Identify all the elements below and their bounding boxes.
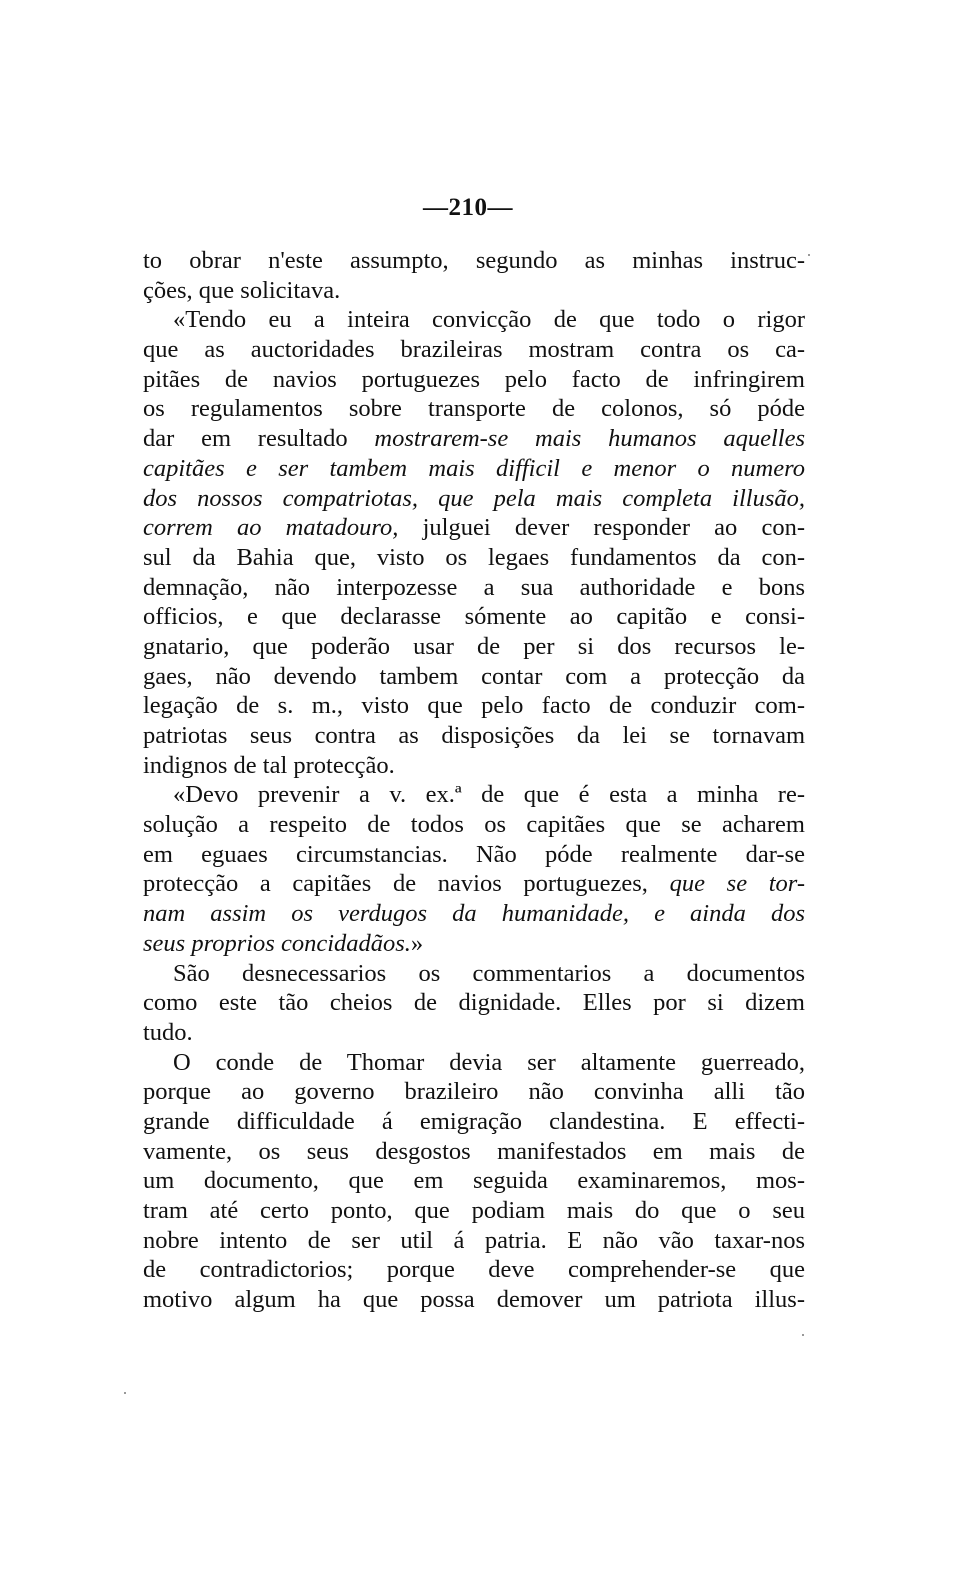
text-line: [143, 959, 805, 989]
text-run: que as auctoridades brazileiras mostram contra os ca-: [143, 336, 805, 364]
text-line: [143, 840, 805, 870]
text-run: pitães de navios portuguezes pelo facto de infringirem: [143, 365, 805, 393]
text-run: protecção a capitães de navios portuguezes,: [143, 870, 670, 898]
text-run: tudo.: [143, 1018, 193, 1046]
text-line: [143, 305, 805, 335]
scan-speck: [124, 1392, 126, 1394]
text-line: [143, 365, 805, 395]
text-run: ções, que solicitava.: [143, 276, 341, 304]
text-line: [143, 454, 805, 484]
text-run: officios, e que declarasse sómente ao capitão e consi-: [143, 603, 805, 631]
italic-text: nam assim os verdugos da humanidade, e ainda dos: [143, 900, 805, 928]
text-run: vamente, os seus desgostos manifestados em mais de: [143, 1137, 805, 1165]
text-line: [143, 691, 805, 721]
text-run: em eguaes circumstancias. Não póde realmente dar-se: [143, 840, 805, 868]
text-run: nobre intento de ser util á patria. E não vão taxar-nos: [143, 1226, 805, 1254]
text-line: [143, 869, 805, 899]
italic-text: capitães e ser tambem mais difficil e menor o numero: [143, 454, 805, 482]
text-run: São desnecessarios os commentarios a documentos: [173, 959, 805, 987]
text-line: [143, 424, 805, 454]
italic-text: que se tor-: [669, 870, 805, 898]
text-run: demnação, não interpozesse a sua authoridade e bons: [143, 573, 805, 601]
text-run: de contradictorios; porque deve comprehender-se que: [143, 1256, 805, 1284]
text-run: «Devo prevenir a v. ex.ª de que é esta a minha re-: [173, 781, 805, 809]
text-line: [143, 1196, 805, 1226]
italic-text: correm ao matadouro,: [143, 514, 399, 542]
text-run: dar em resultado: [143, 425, 375, 453]
scan-speck: [802, 1334, 804, 1336]
text-run: tram até certo ponto, que podiam mais do que o seu: [143, 1197, 805, 1224]
text-run: sul da Bahia que, visto os legaes fundamentos da con-: [143, 543, 805, 571]
text-run: um documento, que em seguida examinaremos, mos-: [143, 1167, 805, 1195]
text-run: gaes, não devendo tambem contar com a protecção da: [143, 662, 805, 690]
text-line: [143, 1018, 805, 1048]
text-line: [143, 929, 805, 959]
text-line: [143, 1166, 805, 1196]
text-line: [143, 632, 805, 662]
text-run: porque ao governo brazileiro não convinha alli tão: [143, 1078, 805, 1106]
text-run: indignos de tal protecção.: [143, 751, 395, 779]
text-line: [143, 662, 805, 692]
text-line: [143, 988, 805, 1018]
text-line: [143, 899, 805, 929]
text-line: [143, 1226, 805, 1256]
text-line: [143, 543, 805, 573]
text-line: [143, 751, 805, 781]
text-line: [143, 721, 805, 751]
text-run: motivo algum ha que possa demover um patriota illus-: [143, 1286, 805, 1314]
text-line: [143, 1137, 805, 1167]
text-run: patriotas seus contra as disposições da lei se tornavam: [143, 722, 805, 749]
body-text: [143, 246, 805, 1315]
text-line: [143, 573, 805, 603]
italic-text: seus proprios concidadãos.: [143, 929, 411, 957]
text-line: [143, 394, 805, 424]
text-run: os regulamentos sobre transporte de colonos, só póde: [143, 395, 805, 423]
text-line: [143, 810, 805, 840]
text-line: [143, 513, 805, 543]
text-run: solução a respeito de todos os capitães que se acharem: [143, 811, 805, 839]
text-line: [143, 780, 805, 810]
text-run: julguei dever responder ao con-: [398, 514, 805, 542]
text-run: como este tão cheios de dignidade. Elles por si dizem: [143, 989, 805, 1017]
text-line: [143, 1107, 805, 1137]
text-line: [143, 1285, 805, 1315]
text-line: [143, 335, 805, 365]
text-run: O conde de Thomar devia ser altamente guerreado,: [173, 1048, 805, 1076]
text-line: [143, 1255, 805, 1285]
italic-text: mostrarem-se mais humanos aquelles: [374, 425, 805, 453]
text-run: grande difficuldade á emigração clandestina. E effecti-: [143, 1107, 805, 1135]
italic-text: dos nossos compatriotas, que pela mais completa illusão,: [143, 484, 805, 512]
text-line: [143, 1077, 805, 1107]
text-run: »: [410, 929, 424, 957]
text-line: [143, 276, 805, 306]
text-line: [143, 602, 805, 632]
text-run: legação de s. m., visto que pelo facto de conduzir com-: [143, 692, 805, 720]
text-run: «Tendo eu a inteira convicção de que todo o rigor: [173, 306, 805, 334]
text-run: to obrar n'este assumpto, segundo as minhas instruc-: [143, 247, 805, 274]
text-line: [143, 484, 805, 514]
text-line: [143, 1048, 805, 1078]
scan-speck: [808, 254, 810, 256]
text-line: [143, 246, 805, 276]
page-number: —210—: [423, 194, 513, 221]
text-run: gnatario, que poderão usar de per si dos recursos le-: [143, 632, 805, 660]
